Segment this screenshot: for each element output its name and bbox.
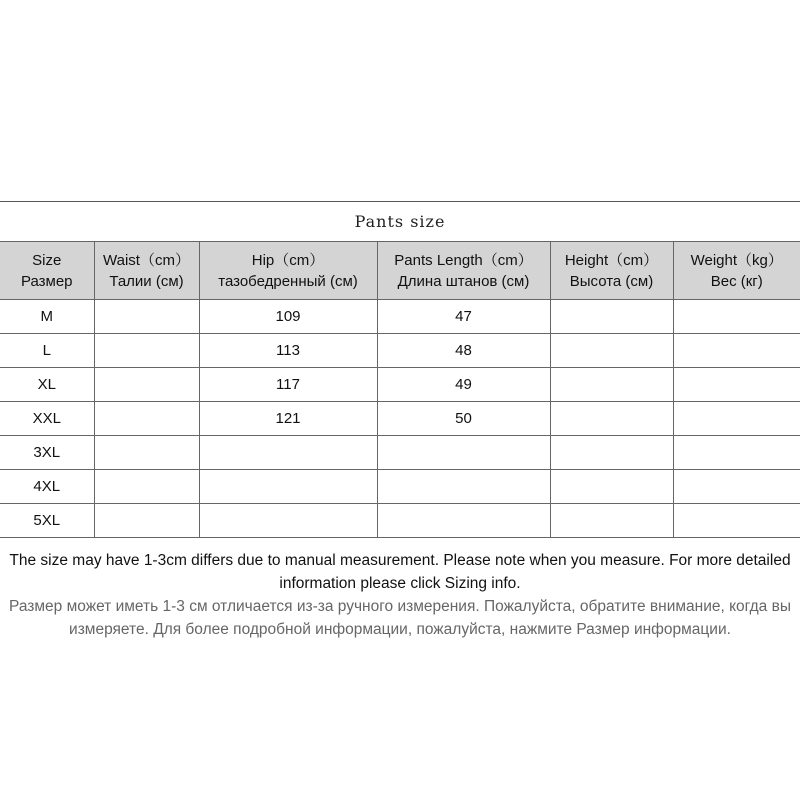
column-header-en: Height（cm）	[564, 251, 659, 269]
size-table	[0, 241, 800, 538]
column-header-ru: Размер	[20, 272, 73, 290]
hip-cell	[199, 436, 377, 470]
table-row	[0, 334, 800, 368]
size-chart	[0, 201, 800, 538]
column-header-ru: Вес (кг)	[710, 272, 763, 290]
table-row	[0, 300, 800, 334]
size-cell: XXL	[0, 402, 94, 436]
column-header-height	[550, 242, 673, 300]
weight-cell	[673, 402, 800, 436]
hip-cell: 113	[199, 334, 377, 368]
size-cell: 4XL	[0, 470, 94, 504]
column-header-en: Weight（kg）	[690, 251, 783, 269]
pants-length-cell: 47	[377, 300, 550, 334]
weight-cell	[673, 504, 800, 538]
size-cell: M	[0, 300, 94, 334]
pants-length-cell: 49	[377, 368, 550, 402]
height-cell	[550, 334, 673, 368]
weight-cell	[673, 436, 800, 470]
weight-cell	[673, 470, 800, 504]
column-header-en: Waist（cm）	[103, 251, 190, 269]
hip-cell	[199, 504, 377, 538]
measurement-notes	[0, 549, 800, 641]
waist-cell	[94, 368, 199, 402]
chart-title: Pants size	[0, 201, 800, 241]
column-header-pants-length	[377, 242, 550, 300]
waist-cell	[94, 334, 199, 368]
height-cell	[550, 368, 673, 402]
pants-length-cell: 50	[377, 402, 550, 436]
header-row	[0, 242, 800, 300]
note-english: The size may have 1-3cm differs due to manual measurement. Please note when you measure. For more detailed information please click Sizing info.	[9, 552, 791, 592]
column-header-size	[0, 242, 94, 300]
pants-length-cell	[377, 470, 550, 504]
column-header-ru: Длина штанов (см)	[397, 272, 530, 290]
hip-cell: 109	[199, 300, 377, 334]
weight-cell	[673, 368, 800, 402]
waist-cell	[94, 504, 199, 538]
height-cell	[550, 436, 673, 470]
column-header-hip	[199, 242, 377, 300]
pants-length-cell: 48	[377, 334, 550, 368]
column-header-en: Size	[32, 251, 62, 269]
column-header-weight	[673, 242, 800, 300]
table-row	[0, 402, 800, 436]
table-row	[0, 504, 800, 538]
waist-cell	[94, 436, 199, 470]
hip-cell	[199, 470, 377, 504]
weight-cell	[673, 300, 800, 334]
column-header-en: Pants Length（cm）	[394, 251, 533, 269]
table-row	[0, 436, 800, 470]
height-cell	[550, 402, 673, 436]
pants-length-cell	[377, 504, 550, 538]
waist-cell	[94, 470, 199, 504]
height-cell	[550, 504, 673, 538]
table-row	[0, 368, 800, 402]
column-header-ru: тазобедренный (см)	[218, 272, 358, 290]
column-header-ru: Талии (см)	[109, 272, 184, 290]
size-cell: 3XL	[0, 436, 94, 470]
note-russian: Размер может иметь 1-3 см отличается из-за ручного измерения. Пожалуйста, обратите внимание, когда вы измеряете. Для более подробной информации, пожалуйста, нажмите Размер информации.	[9, 598, 791, 638]
size-cell: XL	[0, 368, 94, 402]
waist-cell	[94, 300, 199, 334]
waist-cell	[94, 402, 199, 436]
height-cell	[550, 300, 673, 334]
size-cell: 5XL	[0, 504, 94, 538]
height-cell	[550, 470, 673, 504]
pants-length-cell	[377, 436, 550, 470]
column-header-waist	[94, 242, 199, 300]
table-row	[0, 470, 800, 504]
column-header-en: Hip（cm）	[251, 251, 325, 269]
column-header-ru: Высота (см)	[569, 272, 654, 290]
hip-cell: 121	[199, 402, 377, 436]
size-cell: L	[0, 334, 94, 368]
weight-cell	[673, 334, 800, 368]
hip-cell: 117	[199, 368, 377, 402]
